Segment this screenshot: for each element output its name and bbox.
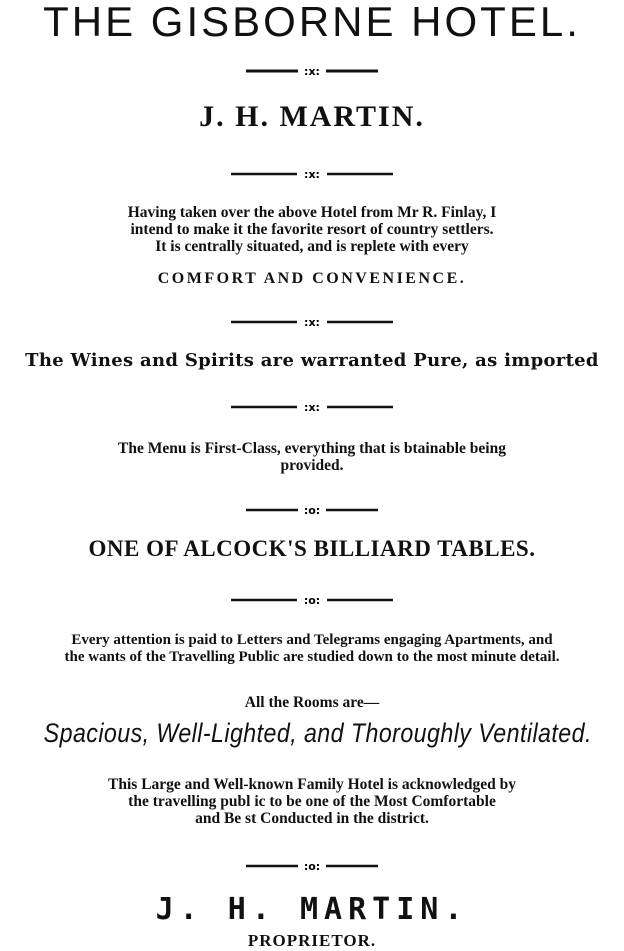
divider — [0, 505, 624, 515]
footer-name: J. H. MARTIN. — [155, 892, 469, 927]
hotel-title: THE GISBORNE HOTEL. — [43, 0, 581, 45]
family-line-2: the travelling publ ic to be one of the Most Comfortable — [128, 793, 496, 810]
attention-line-1: Every attention is paid to Letters and Telegrams engaging Apartments, and — [71, 632, 553, 648]
intro-line-2: intend to make it the favorite resort of country settlers. — [130, 221, 494, 238]
intro-line-1: Having taken over the above Hotel from Mr R. Finlay, I — [127, 204, 497, 221]
footer-role: PROPRIETOR. — [247, 931, 377, 950]
menu-line-1: The Menu is First-Class, everything that is btainable being — [118, 440, 506, 457]
divider — [0, 402, 624, 412]
intro-paragraph — [0, 204, 624, 255]
family-line-1: This Large and Well-known Family Hotel is acknowledged by — [108, 776, 516, 793]
family-hotel-paragraph — [0, 776, 624, 827]
divider-mark: :o: — [303, 595, 321, 605]
divider-mark: :x: — [304, 317, 320, 327]
attention-paragraph — [0, 632, 624, 666]
divider — [0, 317, 624, 327]
divider — [0, 66, 624, 76]
intro-line-3: It is centrally situated, and is replete with every — [155, 238, 469, 255]
divider — [0, 595, 624, 605]
family-line-3: and Be st Conducted in the district. — [195, 810, 429, 827]
rooms-intro: All the Rooms are— — [244, 694, 380, 711]
menu-line-2: provided. — [280, 457, 344, 474]
billiard-heading: ONE OF ALCOCK'S BILLIARD TABLES. — [88, 536, 536, 561]
divider-mark: :x: — [304, 169, 320, 179]
divider — [0, 169, 624, 179]
divider-mark: :x: — [304, 402, 320, 412]
comfort-heading: COMFORT AND CONVENIENCE. — [157, 270, 467, 287]
divider — [0, 861, 624, 871]
attention-line-2: the wants of the Travelling Public are studied down to the most minute detail. — [64, 649, 560, 665]
menu-paragraph — [0, 440, 624, 474]
divider-mark: :o: — [303, 861, 321, 871]
owner-name: J. H. MARTIN. — [199, 100, 425, 133]
divider-mark: :o: — [303, 505, 321, 515]
wines-statement: The Wines and Spirits are warranted Pure, as imported — [25, 350, 599, 371]
divider-mark: :x: — [304, 66, 320, 76]
rooms-description: Spacious, Well-Lighted, and Thoroughly Ventilated. — [43, 718, 592, 748]
